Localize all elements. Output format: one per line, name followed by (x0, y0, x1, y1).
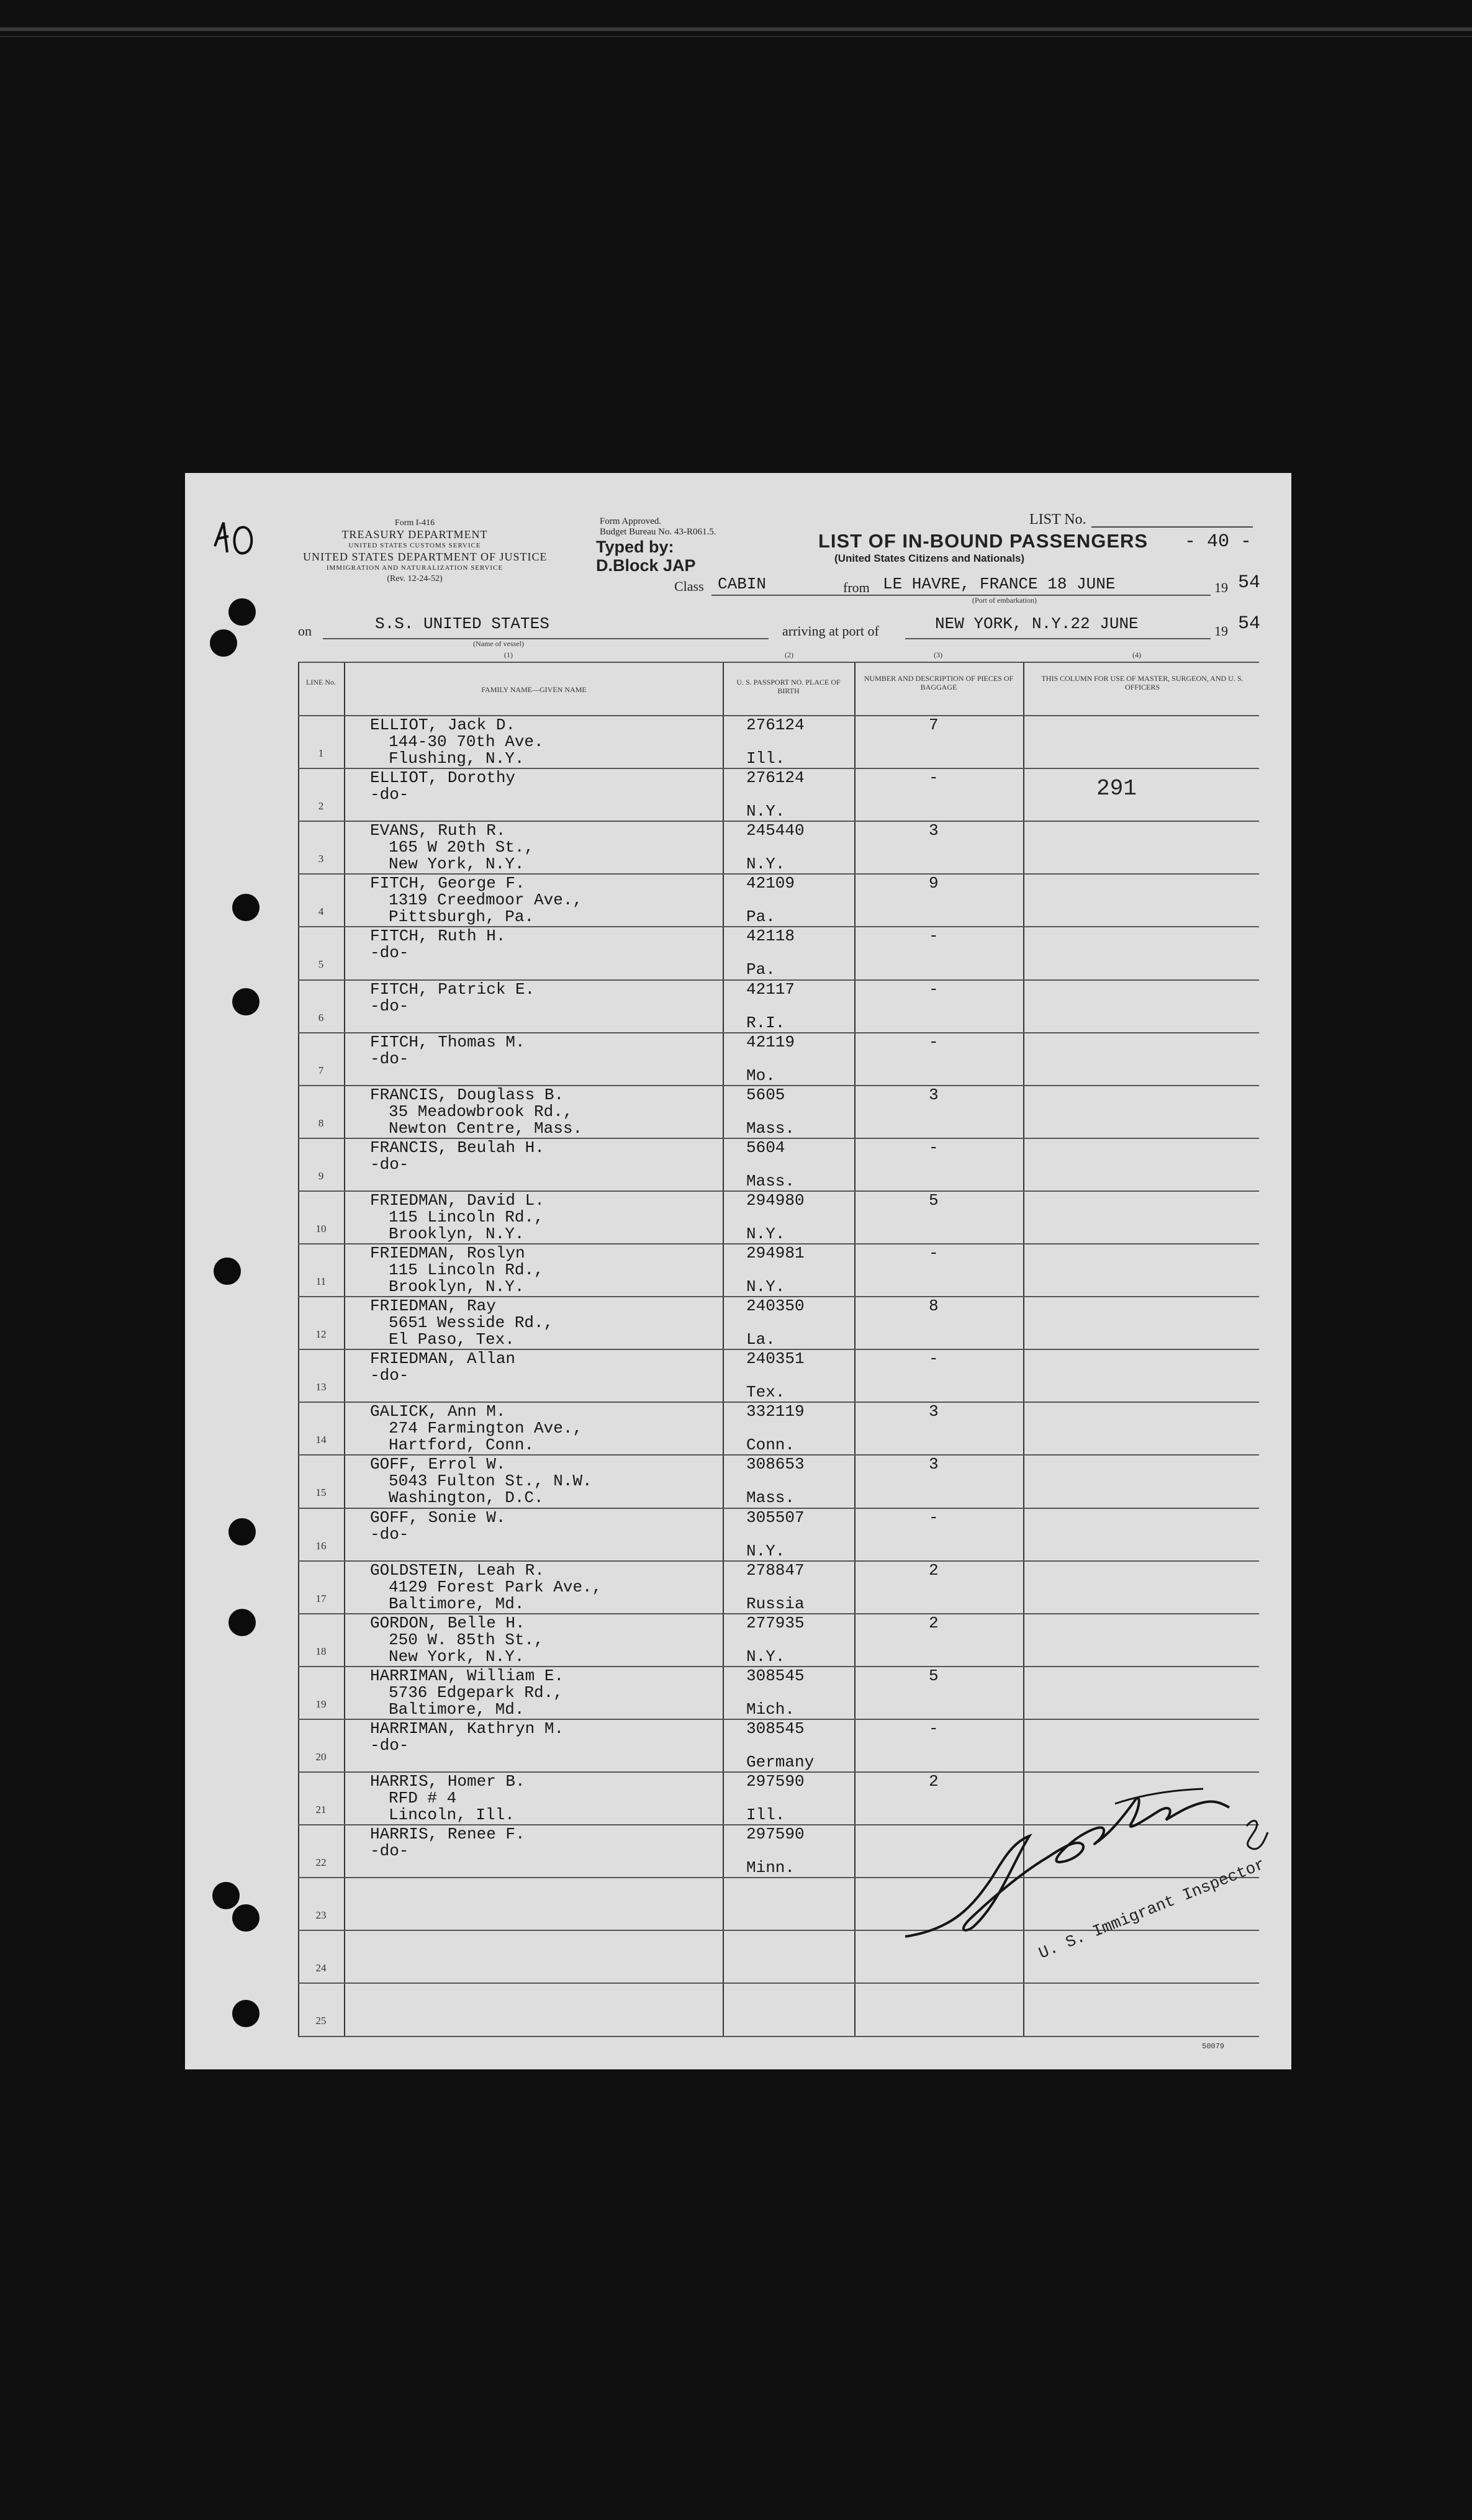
baggage-count: 3 (929, 1085, 939, 1104)
line-number: 11 (315, 1276, 327, 1287)
from-line (875, 595, 1211, 596)
address-line-1: -do- (370, 943, 409, 963)
scan-edge (0, 36, 1472, 37)
baggage-count: 3 (929, 1402, 939, 1421)
class-label: Class (674, 578, 704, 594)
passport-number: 308545 (746, 1666, 805, 1685)
address-line-2: Brooklyn, N.Y. (389, 1224, 525, 1243)
baggage-count: - (929, 1719, 939, 1738)
line-number: 8 (318, 1117, 324, 1129)
line-number: 25 (315, 2015, 327, 2027)
passport-number: 308545 (746, 1719, 805, 1738)
line-number: 14 (315, 1434, 327, 1446)
customs-service: UNITED STATES CUSTOMS SERVICE (348, 542, 481, 549)
place-of-birth: Mass. (746, 1118, 795, 1138)
line-number: 2 (318, 800, 324, 812)
passport-number: 42119 (746, 1032, 795, 1051)
punch-hole (228, 1609, 256, 1636)
justice-dept: UNITED STATES DEPARTMENT OF JUSTICE (303, 551, 548, 563)
typed-by-value: D.Block JAP (596, 556, 696, 575)
page-number: - 40 - (1185, 531, 1252, 552)
passport-number: 240351 (746, 1349, 805, 1369)
place-of-birth: Germany (746, 1752, 815, 1771)
address-line-1: 5043 Fulton St., N.W. (389, 1472, 592, 1491)
place-of-birth: Ill. (746, 1806, 785, 1824)
handwritten-corner-mark (209, 509, 283, 565)
passenger-name: FRIEDMAN, Ray (370, 1297, 496, 1316)
place-of-birth: Russia (746, 1594, 805, 1613)
line-number: 22 (315, 1856, 327, 1869)
passenger-name: FITCH, Thomas M. (370, 1032, 525, 1051)
place-of-birth: Pa. (746, 907, 775, 927)
line-number: 3 (318, 853, 324, 865)
line-number: 12 (315, 1328, 327, 1341)
place-of-birth: Conn. (746, 1436, 795, 1455)
baggage-count: 2 (929, 1772, 939, 1791)
punch-hole (210, 629, 237, 657)
address-line-1: -do- (370, 785, 409, 804)
arriving-line (905, 638, 1211, 639)
line-number: 23 (315, 1909, 327, 1922)
place-of-birth: La. (746, 1330, 775, 1349)
baggage-count: - (929, 1032, 939, 1051)
baggage-count: - (929, 1349, 939, 1369)
passport-number: 278847 (746, 1560, 805, 1580)
address-line-1: -do- (370, 1842, 409, 1861)
place-of-birth: N.Y. (746, 855, 785, 874)
list-no-line (1091, 526, 1253, 528)
line-number: 24 (315, 1962, 327, 1974)
arriving-label: arriving at port of (782, 623, 879, 639)
list-no-label: LIST No. (1029, 511, 1086, 528)
place-of-birth: Mass. (746, 1171, 795, 1190)
line-number: 16 (315, 1539, 327, 1552)
class-value: CABIN (718, 575, 767, 593)
place-of-birth: N.Y. (746, 1647, 785, 1666)
from-label: from (843, 580, 870, 595)
passenger-name: ELLIOT, Dorothy (370, 768, 516, 788)
vessel-name: S.S. UNITED STATES (375, 614, 549, 633)
arriving-year: 54 (1238, 613, 1261, 634)
passenger-name: HARRIMAN, Kathryn M. (370, 1719, 564, 1738)
passenger-name: GOLDSTEIN, Leah R. (370, 1560, 544, 1580)
line-number: 17 (315, 1592, 327, 1604)
address-line-2: El Paso, Tex. (389, 1330, 515, 1349)
passenger-name: FRANCIS, Douglass B. (370, 1085, 564, 1104)
passport-number: 245440 (746, 821, 805, 840)
address-line-1: 250 W. 85th St., (389, 1630, 544, 1649)
line-number: 21 (315, 1804, 327, 1816)
address-line-2: New York, N.Y. (389, 855, 525, 874)
address-line-1: 4129 Forest Park Ave., (389, 1577, 602, 1596)
typed-by-label: Typed by: (596, 538, 674, 556)
passenger-name: GORDON, Belle H. (370, 1613, 525, 1632)
row-divider (298, 2036, 1259, 2037)
baggage-count: 7 (929, 716, 939, 734)
address-line-1: -do- (370, 1366, 409, 1385)
place-of-birth: N.Y. (746, 802, 785, 821)
place-of-birth: Ill. (746, 749, 785, 768)
vessel-caption: (Name of vessel) (473, 639, 524, 648)
ins-service: IMMIGRATION AND NATURALIZATION SERVICE (326, 564, 503, 572)
line-number: 19 (315, 1698, 327, 1710)
passenger-name: FITCH, George F. (370, 874, 525, 893)
address-line-1: 1319 Creedmoor Ave., (389, 891, 583, 910)
row-divider (298, 1982, 1259, 1984)
col-header-baggage: NUMBER AND DESCRIPTION OF PIECES OF BAGGAGE (864, 674, 1014, 691)
address-line-2: Lincoln, Ill. (389, 1806, 515, 1824)
passport-number: 294980 (746, 1190, 805, 1210)
passport-number: 5605 (746, 1085, 785, 1104)
line-number: 1 (318, 747, 324, 759)
passport-number: 297590 (746, 1772, 805, 1791)
baggage-count: 3 (929, 1455, 939, 1474)
passenger-name: FITCH, Patrick E. (370, 979, 535, 999)
punch-hole (232, 894, 260, 921)
baggage-count: - (929, 979, 939, 999)
passport-number: 5604 (746, 1138, 785, 1157)
address-line-1: -do- (370, 1154, 409, 1174)
baggage-count: 3 (929, 821, 939, 840)
place-of-birth: N.Y. (746, 1277, 785, 1296)
passenger-name: FRIEDMAN, Allan (370, 1349, 516, 1369)
place-of-birth: N.Y. (746, 1541, 785, 1560)
punch-hole (232, 2000, 260, 2027)
place-of-birth: N.Y. (746, 1224, 785, 1243)
vessel-caption-num: (1) (504, 650, 513, 659)
passport-number: 42118 (746, 927, 795, 946)
col-num-2: (2) (785, 650, 793, 659)
address-line-1: 115 Lincoln Rd., (389, 1207, 544, 1226)
address-line-1: 165 W 20th St., (389, 838, 535, 857)
arriving-value: NEW YORK, N.Y.22 JUNE (935, 614, 1139, 633)
port-caption: (Port of embarkation) (972, 596, 1037, 605)
address-line-2: Baltimore, Md. (389, 1699, 525, 1719)
vessel-line (323, 638, 769, 639)
address-line-1: -do- (370, 1735, 409, 1755)
passenger-name: FRIEDMAN, Roslyn (370, 1244, 525, 1262)
revision: (Rev. 12-24-52) (387, 574, 443, 583)
typed-by-block (596, 538, 696, 575)
place-of-birth: Mich. (746, 1699, 795, 1719)
passenger-name: FRIEDMAN, David L. (370, 1190, 544, 1210)
col-num-3: (3) (934, 650, 942, 659)
col-header-name: FAMILY NAME—GIVEN NAME (481, 685, 587, 694)
baggage-count: 2 (929, 1613, 939, 1632)
baggage-count: - (929, 1508, 939, 1527)
passport-number: 240350 (746, 1297, 805, 1316)
line-number: 13 (315, 1381, 327, 1393)
from-value: LE HAVRE, FRANCE 18 JUNE (883, 575, 1116, 593)
arriving-year-prefix: 19 (1214, 623, 1228, 639)
from-year: 54 (1238, 572, 1261, 593)
line-number: 20 (315, 1750, 327, 1763)
address-line-1: 274 Farmington Ave., (389, 1419, 583, 1438)
col-num-4: (4) (1132, 650, 1141, 659)
address-line-2: Flushing, N.Y. (389, 749, 525, 768)
passenger-name: EVANS, Ruth R. (370, 821, 506, 840)
punch-hole (232, 1904, 260, 1932)
place-of-birth: Mo. (746, 1066, 775, 1085)
treasury-dept: TREASURY DEPARTMENT (341, 528, 488, 541)
line-number: 6 (318, 1011, 324, 1024)
line-number: 7 (318, 1064, 324, 1076)
passport-number: 276124 (746, 716, 805, 734)
place-of-birth: Mass. (746, 1488, 795, 1508)
scan-edge (0, 27, 1472, 31)
document-subtitle: (United States Citizens and Nationals) (834, 552, 1025, 564)
col-header-passport: U. S. PASSPORT NO. PLACE OF BIRTH (736, 678, 841, 695)
passport-number: 308653 (746, 1455, 805, 1474)
col-header-line-no: LINE No. (306, 678, 336, 686)
line-number: 15 (315, 1487, 327, 1499)
punch-hole (232, 988, 260, 1015)
address-line-2: Baltimore, Md. (389, 1594, 525, 1613)
baggage-count: - (929, 768, 939, 788)
form-agency-block (303, 518, 548, 585)
passenger-name: FITCH, Ruth H. (370, 927, 506, 946)
punch-hole (212, 1882, 240, 1909)
inspector-title: U. S. Immigrant Inspector (1036, 1855, 1268, 1963)
col-header-officers: THIS COLUMN FOR USE OF MASTER, SURGEON, AND U. S. OFFICERS (1041, 674, 1244, 691)
passport-number: 42109 (746, 874, 795, 893)
baggage-count: 5 (929, 1666, 939, 1685)
baggage-count: - (929, 1244, 939, 1262)
document-title: LIST OF IN-BOUND PASSENGERS (818, 530, 1149, 552)
passport-number: 305507 (746, 1508, 805, 1527)
passenger-name: GOFF, Sonie W. (370, 1508, 506, 1527)
baggage-count: 9 (929, 874, 939, 893)
passport-number: 332119 (746, 1402, 805, 1421)
address-line-2: New York, N.Y. (389, 1647, 525, 1666)
address-line-1: 5651 Wesside Rd., (389, 1313, 554, 1333)
punch-hole (214, 1258, 241, 1285)
stamp-number: 291 (1096, 776, 1137, 801)
from-year-prefix: 19 (1214, 580, 1228, 595)
line-number: 18 (315, 1645, 327, 1657)
address-line-1: 35 Meadowbrook Rd., (389, 1102, 573, 1121)
form-number: Form I-416 (394, 518, 435, 528)
address-line-2: Hartford, Conn. (389, 1436, 535, 1455)
line-number: 4 (318, 906, 324, 918)
punch-hole (228, 598, 256, 626)
line-number: 10 (315, 1222, 327, 1235)
form-code: 50079 (1202, 2042, 1225, 2051)
manifest-page (185, 473, 1291, 2069)
baggage-count: 5 (929, 1190, 939, 1210)
baggage-count: 2 (929, 1560, 939, 1580)
baggage-count: - (929, 1138, 939, 1157)
passenger-name: GOFF, Errol W. (370, 1455, 506, 1474)
on-label: on (298, 623, 312, 639)
form-approval: Form Approved. Budget Bureau No. 43-R061.5. (600, 516, 716, 537)
address-line-1: 5736 Edgepark Rd., (389, 1683, 563, 1702)
address-line-1: 115 Lincoln Rd., (389, 1261, 544, 1279)
baggage-count: 8 (929, 1297, 939, 1316)
passport-number: 294981 (746, 1244, 805, 1262)
passenger-name: GALICK, Ann M. (370, 1402, 506, 1421)
passenger-name: HARRIS, Homer B. (370, 1772, 525, 1791)
passenger-name: HARRIMAN, William E. (370, 1666, 564, 1685)
passenger-name: FRANCIS, Beulah H. (370, 1138, 544, 1157)
line-number: 9 (318, 1169, 324, 1182)
address-line-1: -do- (370, 1049, 409, 1068)
address-line-2: Pittsburgh, Pa. (389, 907, 535, 927)
passport-number: 42117 (746, 979, 795, 999)
passport-number: 276124 (746, 768, 805, 788)
passenger-name: ELLIOT, Jack D. (370, 716, 516, 734)
place-of-birth: R.I. (746, 1013, 785, 1032)
address-line-1: -do- (370, 1524, 409, 1544)
address-line-2: Newton Centre, Mass. (389, 1118, 583, 1138)
punch-hole (228, 1518, 256, 1546)
place-of-birth: Tex. (746, 1383, 785, 1402)
line-number: 5 (318, 958, 324, 971)
address-line-1: 144-30 70th Ave. (389, 732, 544, 751)
address-line-1: -do- (370, 996, 409, 1015)
passport-number: 277935 (746, 1613, 805, 1632)
passport-number: 297590 (746, 1825, 805, 1844)
place-of-birth: Minn. (746, 1858, 795, 1878)
baggage-count: - (929, 927, 939, 946)
place-of-birth: Pa. (746, 960, 775, 979)
address-line-2: Brooklyn, N.Y. (389, 1277, 525, 1296)
passenger-name: HARRIS, Renee F. (370, 1825, 525, 1844)
address-line-1: RFD # 4 (389, 1789, 457, 1807)
inspector-signature (880, 1752, 1278, 1963)
address-line-2: Washington, D.C. (389, 1488, 544, 1508)
